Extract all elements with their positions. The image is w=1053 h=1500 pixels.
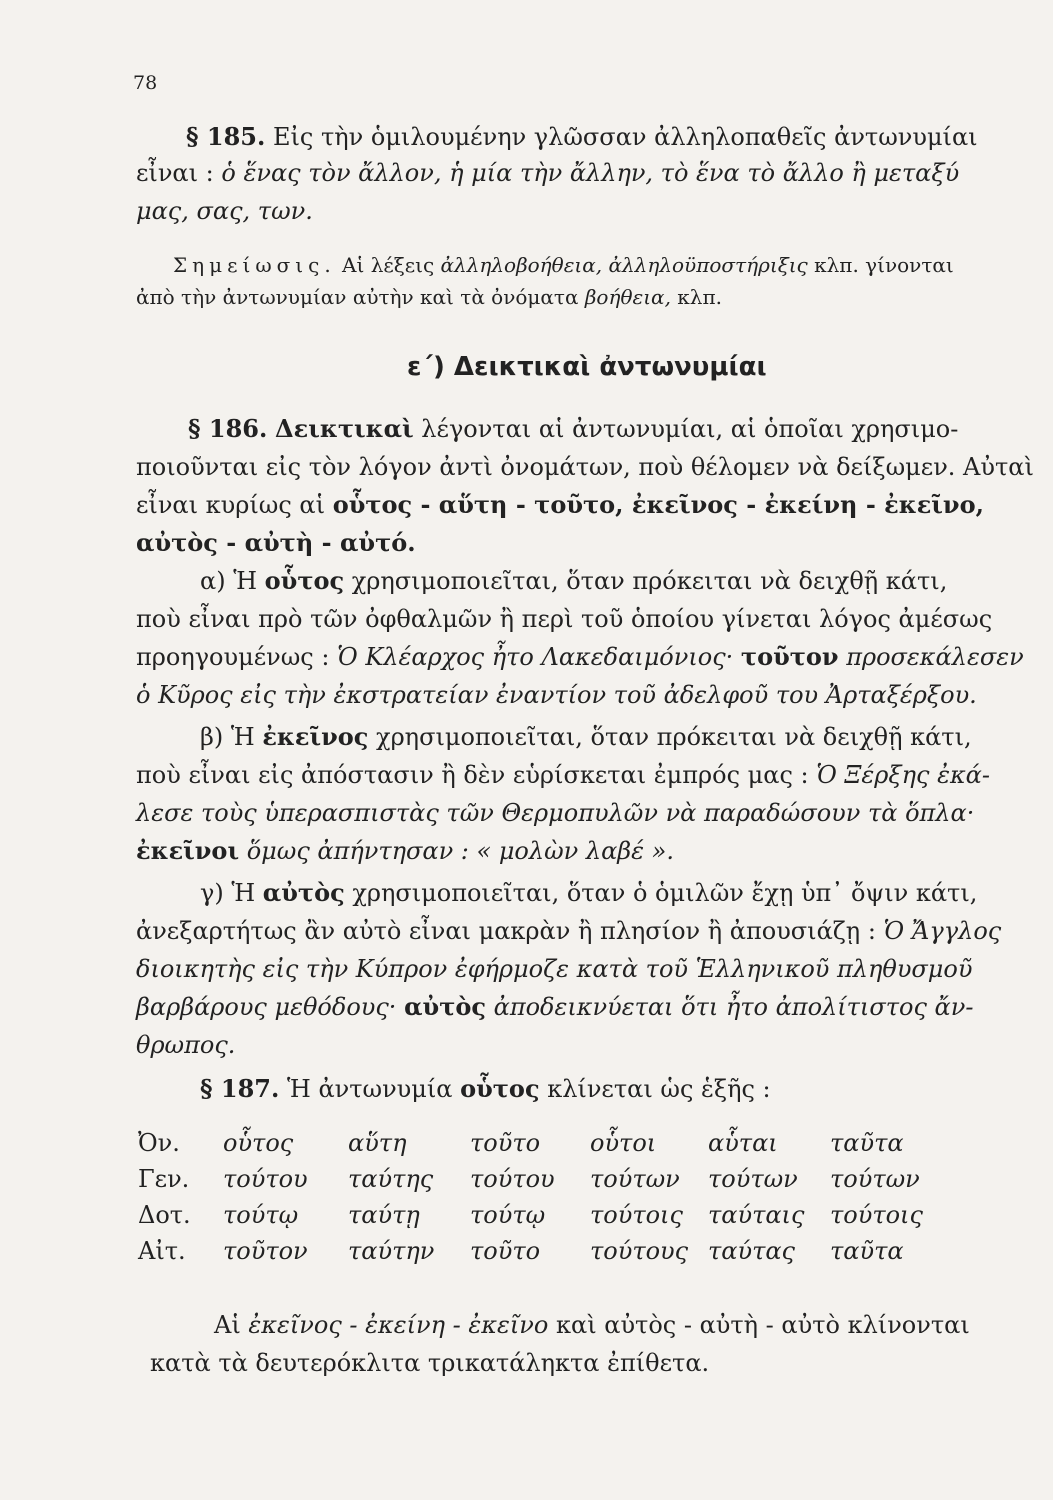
text: κλίνονται (847, 1311, 970, 1339)
term: Δεικτικαὶ (275, 414, 414, 443)
text: αὐτὸς - αὐτὴ - αὐτὸ (604, 1311, 840, 1339)
s186-b-line-1 (200, 722, 1040, 752)
text: Αἱ λέξεις (342, 253, 435, 277)
s186-a-line-3 (136, 642, 1024, 672)
table-cell: τούτοις (830, 1201, 923, 1229)
table-cell: τούτου (470, 1165, 555, 1193)
example-text: βαρβάρους μεθόδους· (136, 993, 397, 1021)
s187-footer-line-1 (214, 1310, 1053, 1340)
table-cell: αὗται (708, 1129, 778, 1157)
example-text: προσεκάλεσεν (846, 643, 1024, 671)
table-cell: τούτῳ (470, 1201, 546, 1229)
term: αὐτὸς (262, 878, 345, 907)
table-cell: ταύτην (348, 1237, 435, 1265)
term: οὗτος (460, 1074, 540, 1103)
example-text: βοήθεια, (584, 285, 671, 309)
text: ἀνεξαρτήτως ἂν αὐτὸ εἶναι μακρὰν ἢ πλησίον ἢ ἀπουσιάζῃ : (136, 917, 876, 945)
text: κλπ. γίνονται (814, 253, 954, 277)
s186-line-3 (136, 490, 984, 520)
case-label: Δοτ. (138, 1201, 191, 1229)
text: ἀπὸ τὴν ἀντωνυμίαν αὐτὴν καὶ τὰ ὀνόματα (136, 285, 579, 309)
table-cell: τούτων (590, 1165, 680, 1193)
text: χρησιμοποιεῖται, ὅταν πρόκειται νὰ δειχθῇ κάτι, (376, 723, 972, 751)
table-cell: ταύτας (708, 1237, 795, 1265)
table-cell: ταῦτα (830, 1129, 904, 1157)
note-label: Σημείωσις. (173, 253, 336, 277)
example-text: ἀλληλοβοήθεια, ἀλληλοϋποστήριξις (440, 253, 808, 277)
example-text: Ὁ Κλέαρχος ἦτο Λακεδαιμόνιος· (337, 643, 734, 671)
table-cell: τούτῳ (223, 1201, 299, 1229)
table-cell: ταύταις (708, 1201, 805, 1229)
table-cell: τούτων (708, 1165, 798, 1193)
s186-b-line-3: λεσε τοὺς ὑπερασπιστὰς τῶν Θερμοπυλῶν νὰ παραδώσουν τὰ ὅπλα· (136, 799, 975, 827)
case-label: Αἰτ. (138, 1237, 186, 1265)
table-row (138, 1233, 938, 1269)
text: γ) Ἡ (200, 879, 256, 907)
table-cell: τοῦτον (223, 1237, 308, 1265)
text: β) Ἡ (200, 723, 255, 751)
s186-b-line-4 (136, 836, 976, 866)
text: α) Ἡ (200, 567, 258, 595)
text: εἶναι κυρίως αἱ (136, 491, 326, 519)
example-text: Ὁ Ἄγγλος (883, 917, 1002, 945)
s186-line-2: ποιοῦνται εἰς τὸν λόγον ἀντὶ ὀνομάτων, ποὺ θέλομεν νὰ δείξωμεν. Αὐταὶ (136, 453, 1034, 481)
s186-c-line-1 (200, 878, 1040, 908)
page-number: 78 (133, 72, 158, 94)
s186-a-line-1 (200, 566, 1040, 596)
text: εἶναι : (136, 159, 214, 187)
table-cell: τούτου (223, 1165, 308, 1193)
section-number-185: § 185. (186, 122, 266, 151)
table-row (138, 1197, 938, 1233)
s185-line-2 (136, 158, 976, 188)
s186-line-1 (188, 414, 1028, 444)
s185-line-1 (186, 122, 1026, 152)
table-cell: τούτοις (590, 1201, 683, 1229)
text: χρησιμοποιεῖται, ὅταν πρόκειται νὰ δειχθῇ κάτι, (351, 567, 948, 595)
text: λέγονται αἱ ἀντωνυμίαι, αἱ ὁποῖαι χρησιμο- (421, 415, 959, 443)
s186-b-line-2 (136, 760, 990, 790)
table-cell: τοῦτο (470, 1129, 541, 1157)
term: οὗτος (264, 566, 345, 595)
s187-line-1 (200, 1074, 1040, 1104)
table-row (138, 1161, 938, 1197)
table-cell: ταύτῃ (348, 1201, 420, 1229)
table-cell: ταύτης (348, 1165, 434, 1193)
text: Ἡ ἀντωνυμία (287, 1075, 453, 1103)
note-line-2 (136, 282, 976, 312)
s186-a-line-4: ὁ Κῦρος εἰς τὴν ἐκστρατείαν ἐναντίον τοῦ ἀδελφοῦ του Ἀρταξέρξου. (136, 681, 977, 709)
term: οὗτος - αὕτη - τοῦτο, ἐκεῖνος - ἐκείνη - ἐκεῖνο, (332, 490, 984, 519)
text: προηγουμένως : (136, 643, 330, 671)
example-text: ἀποδεικνύεται ὅτι ἦτο ἀπολίτιστος ἄν- (493, 993, 974, 1021)
section-number-186: § 186. (188, 414, 268, 443)
term: ἐκεῖνος (262, 722, 369, 751)
example-text: ἐκεῖνος - ἐκείνη - ἐκεῖνο (248, 1311, 549, 1339)
section-heading: ε΄) Δεικτικαὶ ἀντωνυμίαι (407, 352, 767, 382)
section-number-187: § 187. (200, 1074, 280, 1103)
s186-c-line-3: διοικητὴς εἰς τὴν Κύπρον ἐφήρμοζε κατὰ τοῦ Ἑλληνικοῦ πληθυσμοῦ (136, 955, 973, 983)
text: χρησιμοποιεῖται, ὅταν ὁ ὁμιλῶν ἔχῃ ὑπ᾽ ὄψιν κάτι, (352, 879, 978, 907)
table-cell: τούτων (830, 1165, 920, 1193)
table-cell: τούτους (590, 1237, 689, 1265)
example-text: Ὁ Ξέρξης ἐκά- (816, 761, 990, 789)
declension-table (138, 1125, 938, 1269)
s187-footer-line-2: κατὰ τὰ δευτερόκλιτα τρικατάληκτα ἐπίθετα. (150, 1349, 710, 1377)
table-cell: ταῦτα (830, 1237, 904, 1265)
text: ποὺ εἶναι εἰς ἀπόστασιν ἢ δὲν εὑρίσκεται ἐμπρός μας : (136, 761, 809, 789)
text: Αἱ (214, 1311, 241, 1339)
example-text: ὅμως ἀπήντησαν : « μολὼν λαβέ ». (246, 837, 674, 865)
table-row (138, 1125, 938, 1161)
table-cell: οὗτοι (590, 1129, 657, 1157)
s186-c-line-4 (136, 992, 976, 1022)
text: κλπ. (677, 285, 722, 309)
text: κλίνεται ὡς ἑξῆς : (547, 1075, 771, 1103)
text: Εἰς τὴν ὁμιλουμένην γλῶσσαν ἀλληλοπαθεῖς ἀντωνυμίαι (273, 123, 978, 151)
s186-c-line-2 (136, 916, 1002, 946)
s186-a-line-2: ποὺ εἶναι πρὸ τῶν ὀφθαλμῶν ἢ περὶ τοῦ ὁποίου γίνεται λόγος ἀμέσως (136, 605, 993, 633)
text: καὶ (555, 1311, 597, 1339)
term: ἐκεῖνοι (136, 836, 240, 865)
s186-line-4: αὐτὸς - αὐτὴ - αὐτό. (136, 528, 416, 557)
example-text: ὁ ἕνας τὸν ἄλλον, ἡ μία τὴν ἄλλην, τὸ ἕνα τὸ ἄλλο ἢ μεταξύ (221, 159, 960, 187)
case-label: Ὀν. (138, 1129, 180, 1157)
term: αὐτὸς (404, 992, 486, 1021)
term: τοῦτον (740, 642, 839, 671)
s185-line-3: μας, σας, των. (136, 197, 313, 225)
note-line-1 (173, 250, 1013, 280)
s186-c-line-5: θρωπος. (136, 1031, 236, 1059)
table-cell: οὗτος (223, 1129, 294, 1157)
table-cell: τοῦτο (470, 1237, 541, 1265)
case-label: Γεν. (138, 1165, 190, 1193)
table-cell: αὕτη (348, 1129, 407, 1157)
